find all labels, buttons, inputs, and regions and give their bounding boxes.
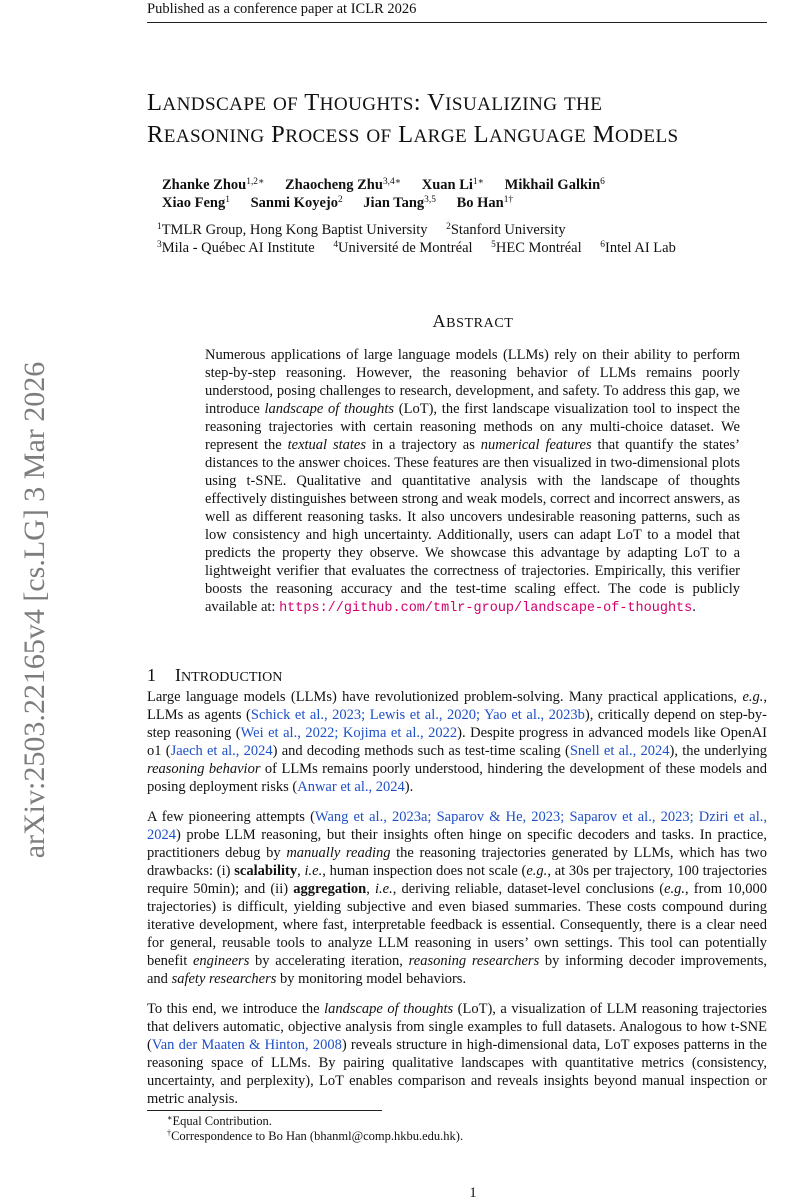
author: Jian Tang$^{3,5}$ [363, 194, 436, 211]
affiliation: $^1$TMLR Group, Hong Kong Baptist University [157, 221, 428, 238]
footnote-rule [147, 1110, 382, 1111]
paper-title [147, 88, 787, 152]
author-list [162, 176, 762, 212]
title-line-1: LANDSCAPE OF THOUGHTS: VISUALIZING THE [147, 89, 603, 116]
author: Xiao Feng$^1$ [162, 194, 230, 211]
footnote: †Correspondence to Bo Han (bhanml@comp.hkbu.edu.hk). [167, 1128, 464, 1143]
arxiv-stamp-text: arXiv:2503.22165v4 [cs.LG] 3 Mar 2026 [18, 361, 51, 859]
author: Zhanke Zhou$^{1,2∗}$ [162, 176, 265, 193]
code-link[interactable]: https://github.com/tmlr-group/landscape-of-thoughts [279, 601, 693, 616]
paragraph: To this end, we introduce the landscape of thoughts (LoT), a visualization of LLM reasoning trajectories that delivers automatic, objective analysis from single examples to full datasets. Analogous to how t-SNE (Van der Maaten & Hinton, 2008) reveals structure in high-dimensional data, LoT exposes patterns in the reasoning space of LLMs. By pairing qualitative landscapes with quantitative metrics (consistency, uncertainty, and perplexity), LoT enables comparison and reveals insights beyond manual inspection or metric analysis. [147, 1001, 767, 1107]
intro-body [147, 688, 767, 1120]
author: Mikhail Galkin$^6$ [504, 176, 605, 193]
paragraph: A few pioneering attempts (Wang et al., 2023a; Saparov & He, 2023; Saparov et al., 2023; Dziri et al., 2024) probe LLM reasoning, but their insights often hinge on specific decoders and tasks. In practice, practitioners debug by manually reading the reasoning trajectories generated by LLMs, which has two drawbacks: (i) scalability, i.e., human inspection does not scale (e.g., at 30s per trajectory, 100 trajectories require 50min); and (ii) aggregation, i.e., deriving reliable, dataset-level conclusions (e.g., from 10,000 trajectories) is difficult, yielding subjective and even biased summaries. These costs compound during iterative development, where fast, interpretable feedback is essential. Consequently, there is a clear need for general, reusable tools to analyze LLM reasoning in users’ own settings. This tool can potentially benefit engineers by accelerating iteration, reasoning researchers by informing decoder improvements, and safety researchers by monitoring model behaviors. [147, 809, 768, 987]
section-heading [147, 664, 547, 688]
footnote: ∗Equal Contribution. [167, 1113, 272, 1128]
abstract-body: Numerous applications of large language models (LLMs) rely on their ability to perform step-by-step reasoning. However, the reasoning behavior of LLMs remains poorly understood, posing challenges to research, development, and safety. To address this gap, we introduce landscape of thoughts (LoT), the first landscape visualization tool to inspect the reasoning trajectories with certain reasoning methods on any multi-choice dataset. We represent the textual states in a trajectory as numerical features that quantify the states’ distances to the answer choices. These features are then visualized in two-dimensional plots using t-SNE. Qualitative and quantitative analysis with the landscape of thoughts effectively distinguishes between strong and weak models, correct and incorrect answers, as well as different reasoning tasks. It also uncovers undesirable reasoning patterns, such as low consistency and high uncertainty. Additionally, users can adapt LoT to a model that predicts the property they observe. We showcase this advantage by adapting LoT to a lightweight verifier that evaluates the correctness of trajectories. Empirically, this verifier boosts the reasoning accuracy and the test-time scaling effect. The code is publicly available at: https://github.com/tmlr-group/landscape-of-thoughts. [205, 347, 740, 616]
affiliation: $^5$HEC Montréal [491, 239, 582, 256]
citation-link[interactable]: Snell et al., 2024 [569, 743, 670, 759]
author: Sanmi Koyejo$^2$ [250, 194, 343, 211]
affiliations [157, 221, 777, 257]
running-header: Published as a conference paper at ICLR 2026 [147, 0, 767, 23]
paragraph: Large language models (LLMs) have revolutionized problem-solving. Many practical applications, e.g., LLMs as agents (Schick et al., 2023; Lewis et al., 2020; Yao et al., 2023b), critically depend on step-by-step reasoning (Wei et al., 2022; Kojima et al., 2022). Despite progress in advanced models like OpenAI o1 (Jaech et al., 2024) and decoding methods such as test-time scaling (Snell et al., 2024), the underlying reasoning behavior of LLMs remains poorly understood, hindering the development of these models and posing deployment risks (Anwar et al., 2024). [147, 689, 768, 795]
citation-link[interactable]: Wei et al., 2022; Kojima et al., 2022 [240, 725, 458, 741]
footnotes [147, 1110, 767, 1144]
page-number: 1 [469, 1185, 477, 1201]
author: Bo Han$^{1\dagger}$ [456, 194, 514, 211]
citation-link[interactable]: Anwar et al., 2024 [297, 779, 405, 795]
citation-link[interactable]: Jaech et al., 2024 [170, 743, 273, 759]
author: Xuan $Li^{1∗}$ [421, 176, 485, 193]
citation-link[interactable]: Schick et al., 2023; Lewis et al., 2020; Yao et al., 2023b [250, 707, 585, 723]
section-number: 1 [147, 665, 156, 685]
author: Zhaocheng Zhu$^{3,4∗}$ [285, 176, 402, 193]
affiliation: $^2$Stanford University [446, 221, 566, 238]
section-title: INTRODUCTION [175, 665, 283, 685]
arxiv-stamp [10, 300, 60, 920]
citation-link[interactable]: Van der Maaten & Hinton, 2008 [151, 1037, 342, 1053]
citation-link[interactable]: Wang et al., 2023a; Saparov & He, 2023; Saparov et al., 2023; Dziri et al., 2024 [147, 809, 767, 843]
affiliation: $^6$Intel AI Lab [600, 239, 676, 256]
title-line-2: REASONING PROCESS OF LARGE LANGUAGE MODELS [147, 121, 679, 148]
affiliation: $^4$Université de Montréal [333, 239, 473, 256]
abstract-heading: ABSTRACT [432, 311, 514, 331]
affiliation: $^3$Mila - Québec AI Institute [157, 239, 315, 256]
